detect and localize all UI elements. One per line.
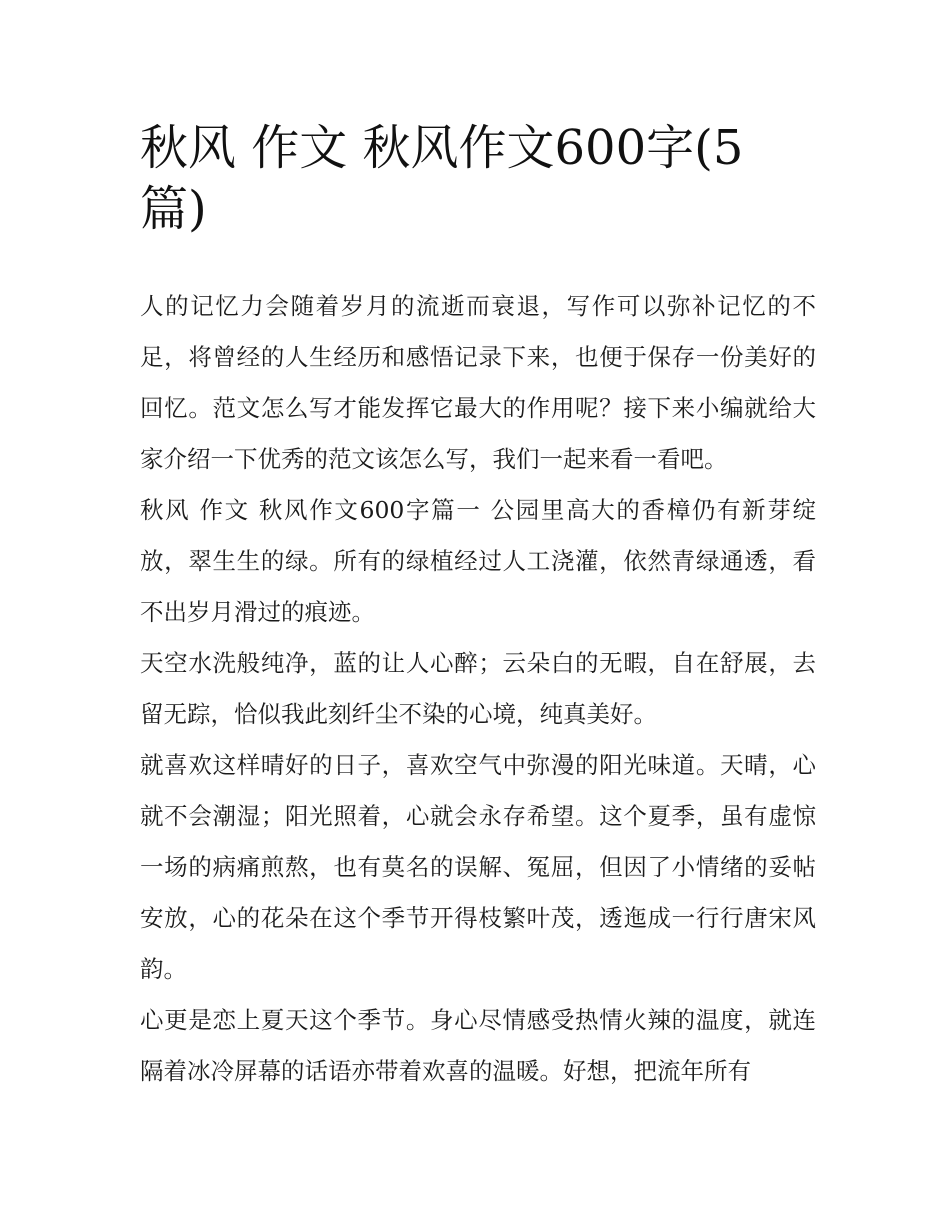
paragraph-2: 天空水洗般纯净，蓝的让人心醉；云朵白的无暇，自在舒展，去留无踪，恰似我此刻纤尘不染的心境，纯真美好。 (140, 649, 816, 728)
paragraph-3: 就喜欢这样晴好的日子，喜欢空气中弥漫的阳光味道。天晴，心就不会潮湿；阳光照着，心就会永存希望。这个夏季，虽有虚惊一场的病痛煎熬，也有莫名的误解、冤屈，但因了小情绪的妥帖安放，心的花朵在这个季节开得枝繁叶茂，透迤成一行行唐宋风韵。 (140, 751, 816, 983)
paragraph-intro: 人的记忆力会随着岁月的流逝而衰退，写作可以弥补记忆的不足，将曾经的人生经历和感悟记录下来，也便于保存一份美好的回忆。范文怎么写才能发挥它最大的作用呢？接下来小编就给大家介绍一下优秀的范文该怎么写，我们一起来看一看吧。 (140, 292, 816, 473)
paragraph-1: 秋风 作文 秋风作文600字篇一 公园里高大的香樟仍有新芽绽放，翠生生的绿。所有的绿植经过人工浇灌，依然青绿通透，看不出岁月滑过的痕迹。 (140, 496, 816, 626)
document-title: 秋风 作文 秋风作文600字(5篇) (140, 120, 744, 237)
document-body (140, 281, 816, 1097)
paragraph-4: 心更是恋上夏天这个季节。身心尽情感受热情火辣的温度，就连隔着冰冷屏幕的话语亦带着欢喜的温暖。好想，把流年所有 (140, 1006, 816, 1085)
